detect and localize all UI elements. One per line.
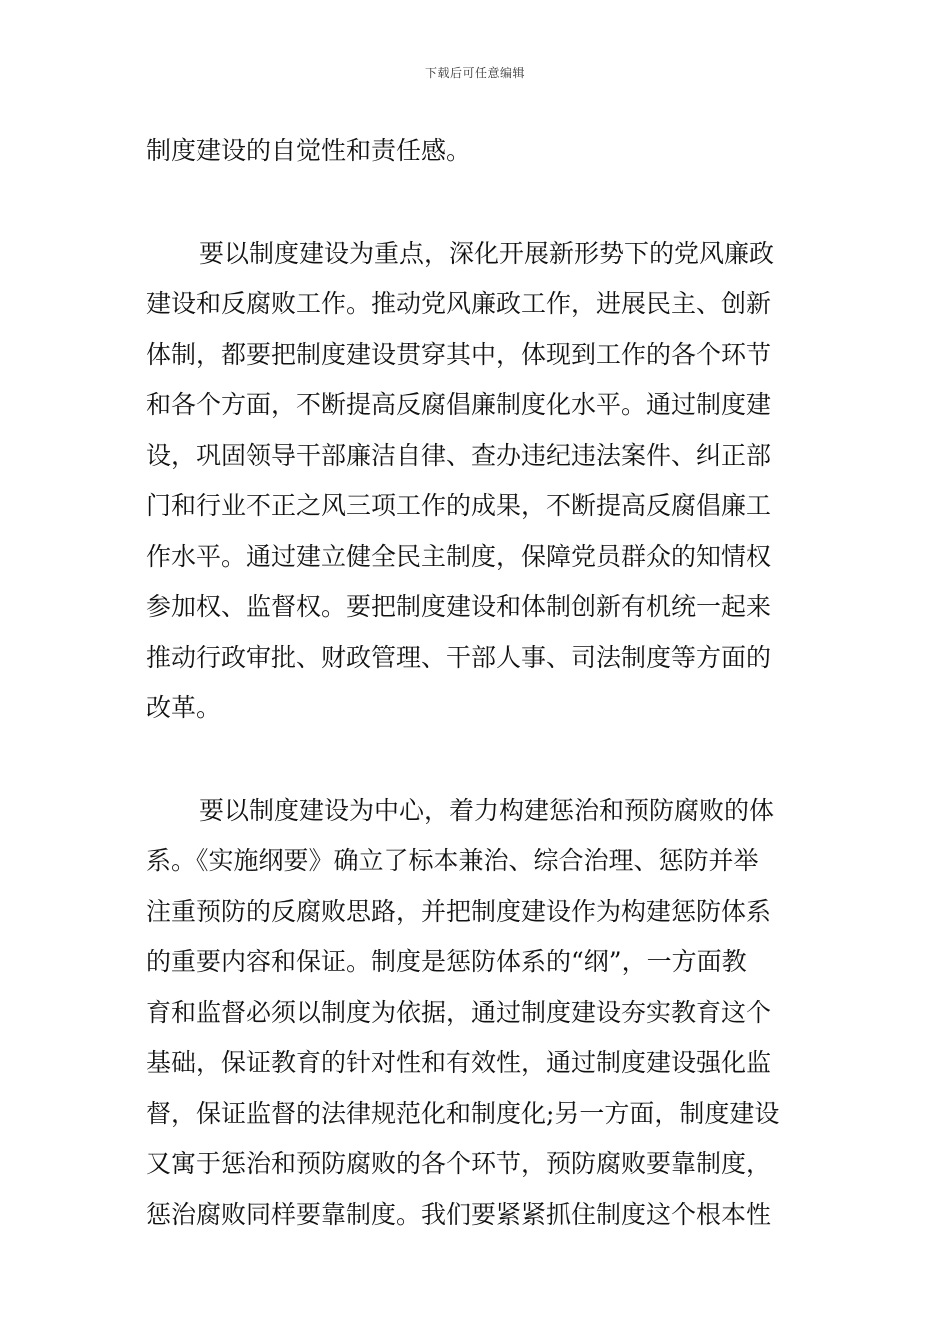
text-line: 注重预防的反腐败思路，并把制度建设作为构建惩防体系 [146, 896, 772, 926]
text-line: 又寓于惩治和预防腐败的各个环节，预防腐败要靠制度， [146, 1149, 772, 1178]
paragraph [146, 229, 814, 734]
paragraph [146, 126, 814, 177]
text-line: 和各个方面，不断提高反腐倡廉制度化水平。通过制度建 [146, 390, 772, 419]
text-line: 的重要内容和保证。制度是惩防体系的“纲”，一方面教 [146, 947, 747, 976]
paragraph-gap [146, 177, 814, 229]
text-line: 要以制度建设为中心，着力构建惩治和预防腐败的体 [199, 795, 775, 825]
text-line: 要以制度建设为重点，深化开展新形势下的党风廉政 [199, 238, 775, 268]
document-body [146, 126, 814, 1240]
text-line: 建设和反腐败工作。推动党风廉政工作，进展民主、创新 [146, 289, 772, 318]
paragraph-gap [146, 734, 814, 786]
text-line: 系。《实施纲要》确立了标本兼治、综合治理、惩防并举 [146, 846, 759, 875]
text-line: 设，巩固领导干部廉洁自律、查办违纪违法案件、纠正部 [146, 440, 772, 470]
text-line: 改革。 [146, 693, 222, 722]
text-line: 育和监督必须以制度为依据，通过制度建设夯实教育这个 [146, 997, 772, 1027]
header-note: 下载后可任意编辑 [424, 66, 525, 80]
text-line: 基础，保证教育的针对性和有效性，通过制度建设强化监 [146, 1048, 772, 1077]
text-line: 制度建设的自觉性和责任感。 [146, 136, 472, 165]
text-line: 参加权、监督权。要把制度建设和体制创新有机统一起来 [146, 592, 772, 621]
text-line: 体制，都要把制度建设贯穿其中，体现到工作的各个环节 [146, 339, 772, 369]
text-line: 门和行业不正之风三项工作的成果，不断提高反腐倡廉工 [146, 491, 772, 520]
text-line: 作水平。通过建立健全民主制度，保障党员群众的知情权 [146, 541, 772, 571]
paragraph [146, 786, 814, 1241]
text-line: 惩治腐败同样要靠制度。我们要紧紧抓住制度这个根本性 [146, 1199, 772, 1229]
text-line: 督，保证监督的法律规范化和制度化;另一方面，制度建设 [146, 1098, 780, 1128]
text-line: 推动行政审批、财政管理、干部人事、司法制度等方面的 [146, 642, 772, 672]
